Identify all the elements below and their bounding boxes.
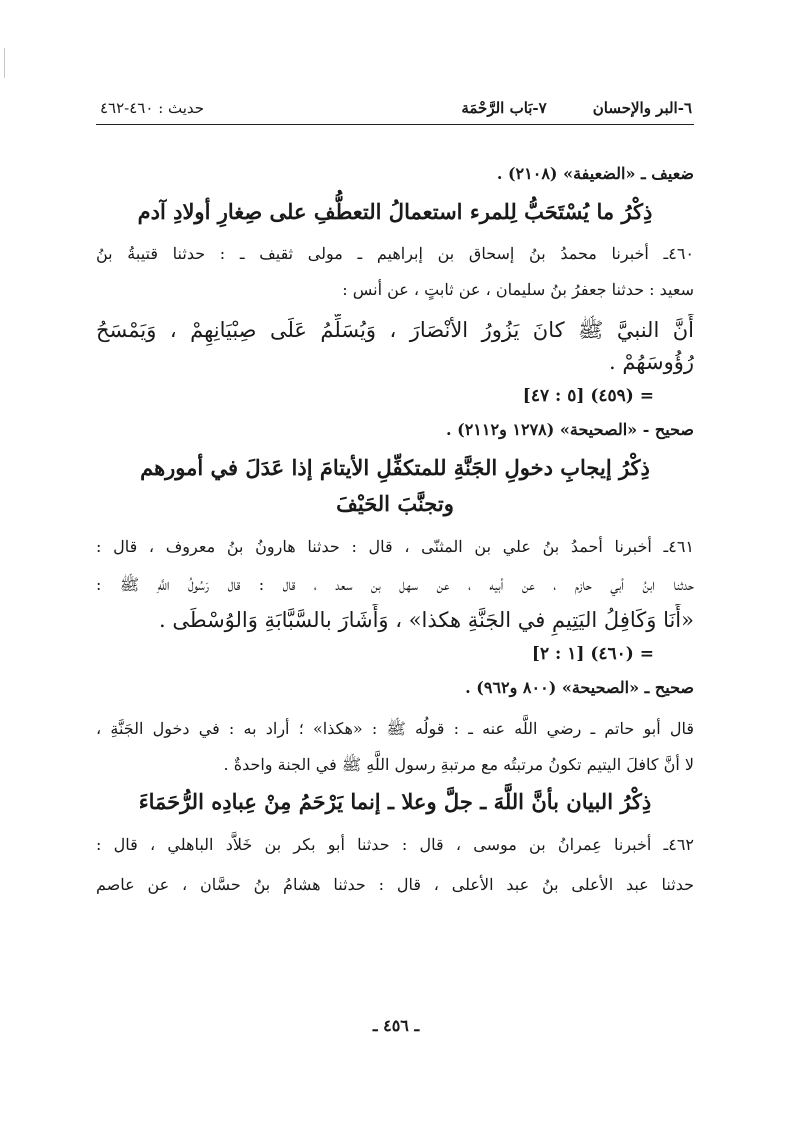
hadith-text-line: حدثنا عبد الأعلى بنُ عبد الأعلى ، قال : حدثنا هشامُ بنُ حسَّان ، عن عاصم (96, 875, 694, 894)
page-edge-mark (4, 48, 5, 78)
header-rule (96, 124, 694, 125)
commentary-line: قال أبو حاتم ـ رضي اللَّه عنه ـ : قولُه ﷺ : «هكذا» ؛ أراد به : في دخول الجَنَّةِ ، (96, 719, 694, 738)
hadith-matn-line: «أَنَا وَكَافِلُ اليَتِيمِ في الجَنَّةِ هكذا» ، وَأَشَارَ بالسَّبَّابَةِ وَالوُسْطَى . (158, 608, 694, 632)
hadith-range: حديث : ٤٦٠-٤٦٢ (100, 99, 205, 117)
hadith-text-line: ٤٦٠ـ أخبرنا محمدُ بنُ إسحاق بن إبراهيم ـ مولى ثقيف ـ : حدثنا قتيبةُ بنُ (96, 244, 694, 263)
hadith-text-line: ٤٦١ـ أخبرنا أحمدُ بنُ علي بن المثنّى ، قال : حدثنا هارونُ بنُ معروف ، قال : (96, 537, 694, 556)
hadith-matn-line: رُؤُوسَهُمْ . (608, 350, 694, 374)
hadith-text-line: حدثنا ابنُ أبي حازم ، عن أبيه ، عن سهل بن سعد ، قال : قال رَسُولُ اللَّهِ ﷺ : (96, 575, 694, 594)
cross-reference: = (٤٦٠) [١ : ٢] (531, 644, 654, 664)
section-heading: ذِكْرُ إيجابِ دخولِ الجَنَّةِ للمتكفِّلِ الأيتامَ إذا عَدَلَ في أمورهم (140, 455, 650, 480)
page-number: ـ ٤٥٦ ـ (372, 1016, 420, 1035)
hadith-text-line: سعيد : حدثنا جعفرُ بنُ سليمان ، عن ثابتٍ ، عن أنس : (342, 280, 694, 299)
commentary-line: لا أنَّ كافلَ اليتيم تكونُ مرتبتُه مع مرتبةِ رسول اللَّهِ ﷺ في الجنة واحدةٌ . (223, 755, 694, 774)
chapter-title: ٦-البر والإحسان (592, 99, 692, 117)
section-heading: ذِكْرُ ما يُسْتَحَبُّ لِلمرء استعمالُ التعطُّفِ على صِغارِ أولادِ آدم (137, 199, 653, 224)
grade-line: صحيح ـ «الصحيحة» (٨٠٠ و٩٦٢) . (465, 678, 694, 697)
running-header (100, 94, 692, 122)
hadith-matn-line: أَنَّ النبيَّ ﷺ كانَ يَزُورُ الأنْصَارَ ، وَيُسَلِّمُ عَلَى صِبْيَانِهِمْ ، وَيَمْسَحُ (96, 318, 694, 342)
cross-reference: = (٤٥٩) [٥ : ٤٧] (522, 386, 654, 406)
section-title: ٧-بَاب الرَّحْمَة (461, 99, 547, 117)
section-heading: وتجنَّبَ الحَيْفَ (336, 491, 454, 516)
page-body (96, 162, 694, 900)
hadith-text-line: ٤٦٢ـ أخبرنا عِمرانُ بن موسى ، قال : حدثنا أبو بكر بن خَلاَّد الباهلي ، قال : (96, 835, 694, 854)
grade-line: ضعيف ـ «الضعيفة» (٢١٠٨) . (496, 164, 694, 183)
section-heading: ذِكْرُ البيان بأنَّ اللَّهَ ـ جلَّ وعلا ـ إنما يَرْحَمُ مِنْ عِبادِه الرُّحَمَاءَ (138, 789, 652, 814)
grade-line: صحيح - «الصحيحة» (١٢٧٨ و٢١١٢) . (445, 420, 694, 439)
